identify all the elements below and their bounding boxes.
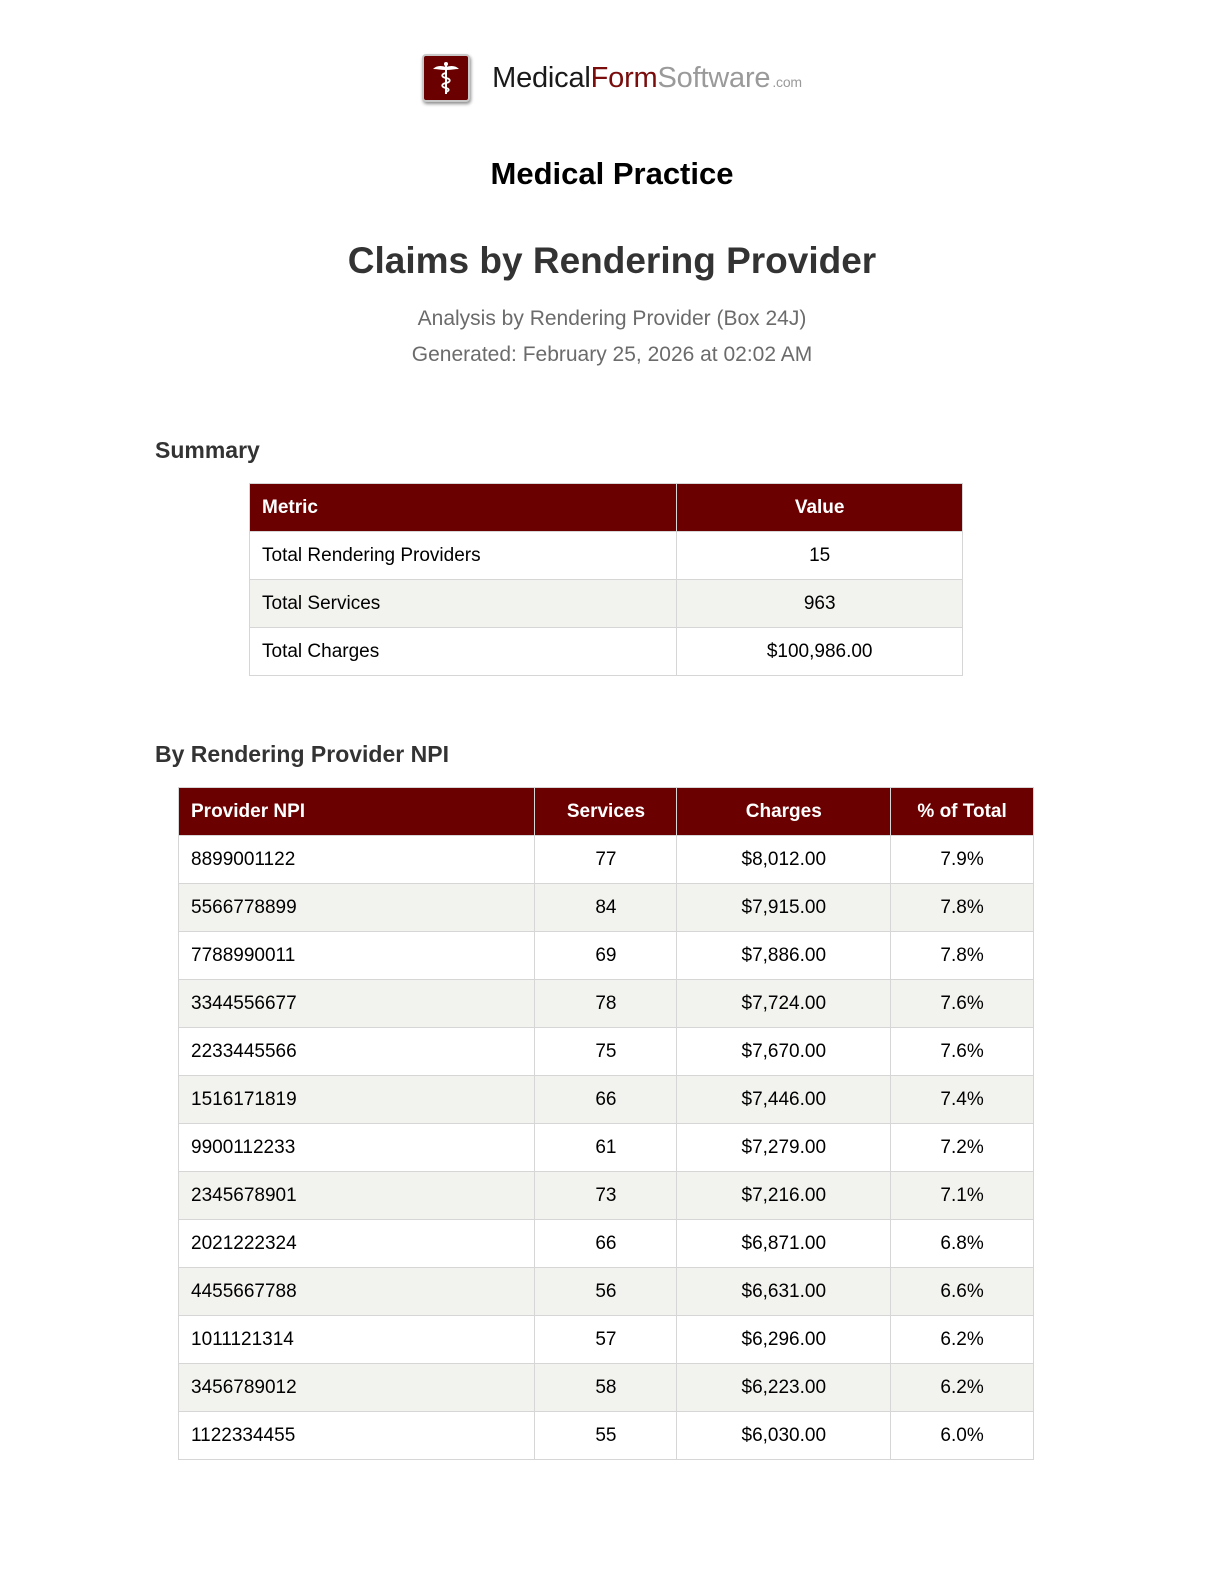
table-row <box>179 1124 1034 1172</box>
logo-suffix: .com <box>772 73 802 90</box>
charges-cell: $7,279.00 <box>677 1124 891 1172</box>
provider-npi-cell: 5566778899 <box>179 884 535 932</box>
table-row <box>179 884 1034 932</box>
generated-timestamp: Generated: February 25, 2026 at 02:02 AM <box>411 343 813 366</box>
summary-value-cell: $100,986.00 <box>677 628 963 676</box>
percent-cell: 7.6% <box>891 980 1034 1028</box>
provider-npi-cell: 1011121314 <box>179 1316 535 1364</box>
provider-npi-cell: 1122334455 <box>179 1412 535 1460</box>
provider-npi-table <box>178 787 1034 1460</box>
percent-cell: 7.2% <box>891 1124 1034 1172</box>
summary-header-row <box>250 484 963 532</box>
charges-cell: $6,296.00 <box>677 1316 891 1364</box>
col-provider-npi: Provider NPI <box>179 788 535 836</box>
charges-cell: $6,871.00 <box>677 1220 891 1268</box>
services-cell: 61 <box>535 1124 677 1172</box>
provider-npi-cell: 2345678901 <box>179 1172 535 1220</box>
charges-cell: $8,012.00 <box>677 836 891 884</box>
caduceus-icon <box>422 54 470 102</box>
charges-cell: $7,446.00 <box>677 1076 891 1124</box>
services-cell: 84 <box>535 884 677 932</box>
services-cell: 55 <box>535 1412 677 1460</box>
table-row <box>250 628 963 676</box>
logo-part-software: Software <box>657 61 771 94</box>
percent-cell: 7.8% <box>891 932 1034 980</box>
table-row <box>179 1412 1034 1460</box>
percent-cell: 7.8% <box>891 884 1034 932</box>
logo-part-medical: Medical <box>492 61 591 94</box>
col-charges: Charges <box>677 788 891 836</box>
percent-cell: 6.6% <box>891 1268 1034 1316</box>
col-services: Services <box>535 788 677 836</box>
provider-table-body <box>179 836 1034 1460</box>
table-row <box>179 1268 1034 1316</box>
table-row <box>179 1172 1034 1220</box>
services-cell: 56 <box>535 1268 677 1316</box>
summary-metric-cell: Total Services <box>250 580 677 628</box>
percent-cell: 7.9% <box>891 836 1034 884</box>
percent-cell: 7.4% <box>891 1076 1034 1124</box>
charges-cell: $6,030.00 <box>677 1412 891 1460</box>
summary-col-metric: Metric <box>250 484 677 532</box>
charges-cell: $6,223.00 <box>677 1364 891 1412</box>
provider-npi-cell: 2233445566 <box>179 1028 535 1076</box>
services-cell: 75 <box>535 1028 677 1076</box>
percent-cell: 7.1% <box>891 1172 1034 1220</box>
provider-npi-cell: 9900112233 <box>179 1124 535 1172</box>
summary-table <box>249 483 963 676</box>
charges-cell: $7,216.00 <box>677 1172 891 1220</box>
percent-cell: 7.6% <box>891 1028 1034 1076</box>
services-cell: 73 <box>535 1172 677 1220</box>
table-row <box>179 1220 1034 1268</box>
provider-npi-cell: 3344556677 <box>179 980 535 1028</box>
percent-cell: 6.0% <box>891 1412 1034 1460</box>
services-cell: 69 <box>535 932 677 980</box>
logo-part-form: Form <box>590 61 658 94</box>
summary-metric-cell: Total Rendering Providers <box>250 532 677 580</box>
provider-header-row <box>179 788 1034 836</box>
table-row <box>179 1364 1034 1412</box>
table-row <box>179 1028 1034 1076</box>
charges-cell: $7,915.00 <box>677 884 891 932</box>
provider-npi-cell: 7788990011 <box>179 932 535 980</box>
provider-npi-cell: 2021222324 <box>179 1220 535 1268</box>
table-row <box>179 1316 1034 1364</box>
table-row <box>250 580 963 628</box>
percent-cell: 6.2% <box>891 1364 1034 1412</box>
percent-cell: 6.2% <box>891 1316 1034 1364</box>
services-cell: 66 <box>535 1076 677 1124</box>
services-cell: 77 <box>535 836 677 884</box>
by-npi-heading: By Rendering Provider NPI <box>155 741 449 767</box>
services-cell: 78 <box>535 980 677 1028</box>
col-percent-of-total: % of Total <box>891 788 1034 836</box>
table-row <box>179 1076 1034 1124</box>
report-title: Claims by Rendering Provider <box>347 240 877 281</box>
report-subtitle: Analysis by Rendering Provider (Box 24J) <box>417 307 807 330</box>
percent-cell: 6.8% <box>891 1220 1034 1268</box>
charges-cell: $7,886.00 <box>677 932 891 980</box>
summary-value-cell: 963 <box>677 580 963 628</box>
summary-heading: Summary <box>155 437 260 463</box>
provider-npi-cell: 3456789012 <box>179 1364 535 1412</box>
practice-name: Medical Practice <box>490 156 734 191</box>
charges-cell: $7,670.00 <box>677 1028 891 1076</box>
table-row <box>250 532 963 580</box>
provider-npi-cell: 1516171819 <box>179 1076 535 1124</box>
logo <box>0 52 1224 104</box>
summary-col-value: Value <box>677 484 963 532</box>
table-row <box>179 932 1034 980</box>
charges-cell: $6,631.00 <box>677 1268 891 1316</box>
services-cell: 57 <box>535 1316 677 1364</box>
services-cell: 58 <box>535 1364 677 1412</box>
summary-value-cell: 15 <box>677 532 963 580</box>
provider-npi-cell: 4455667788 <box>179 1268 535 1316</box>
charges-cell: $7,724.00 <box>677 980 891 1028</box>
summary-metric-cell: Total Charges <box>250 628 677 676</box>
logo-wordmark <box>492 62 802 95</box>
services-cell: 66 <box>535 1220 677 1268</box>
table-row <box>179 980 1034 1028</box>
table-row <box>179 836 1034 884</box>
provider-npi-cell: 8899001122 <box>179 836 535 884</box>
